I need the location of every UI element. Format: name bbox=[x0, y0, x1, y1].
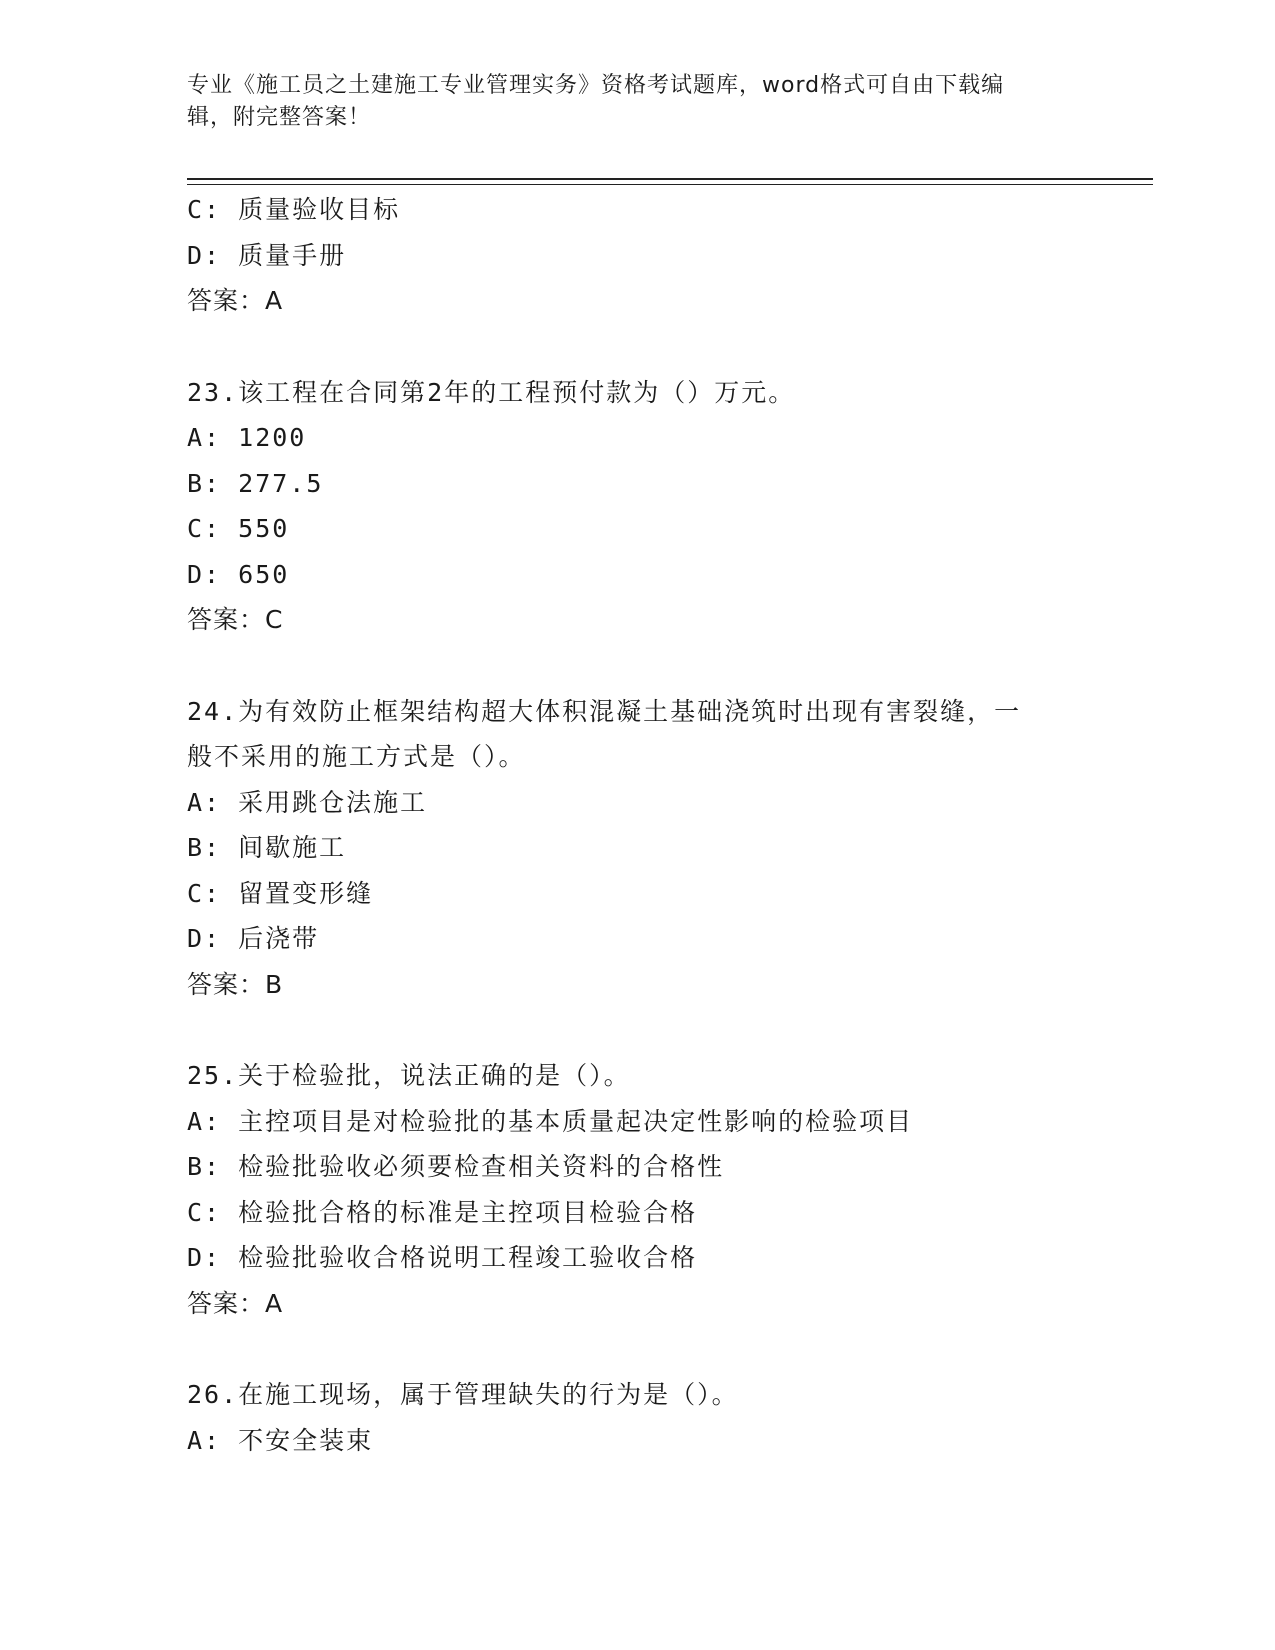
answer: 答案：A bbox=[187, 286, 284, 315]
header-divider-thin bbox=[187, 184, 1153, 185]
option-a: A: 主控项目是对检验批的基本质量起决定性影响的检验项目 bbox=[187, 1106, 914, 1136]
option-d: D: 质量手册 bbox=[187, 240, 347, 270]
option-c: C: 检验批合格的标准是主控项目检验合格 bbox=[187, 1197, 698, 1227]
option-a: A: 采用跳仓法施工 bbox=[187, 787, 428, 817]
question-24 bbox=[187, 689, 1087, 1008]
header-line-1: 专业《施工员之土建施工专业管理实务》资格考试题库，word格式可自由下载编 bbox=[187, 73, 1005, 98]
answer: 答案：C bbox=[187, 605, 284, 634]
question-22-tail bbox=[187, 187, 1087, 324]
spacer bbox=[187, 643, 1087, 689]
question-25 bbox=[187, 1053, 1087, 1326]
question-list bbox=[187, 187, 1087, 1463]
question-26 bbox=[187, 1372, 1087, 1463]
question-stem: 26.在施工现场，属于管理缺失的行为是（）。 bbox=[187, 1380, 739, 1409]
document-header bbox=[187, 70, 1087, 134]
answer: 答案：A bbox=[187, 1288, 284, 1318]
question-stem-line-1: 24.为有效防止框架结构超大体积混凝土基础浇筑时出现有害裂缝，一 bbox=[187, 696, 1022, 726]
question-stem: 25.关于检验批，说法正确的是（）。 bbox=[187, 1061, 631, 1090]
option-d: D: 650 bbox=[187, 559, 290, 589]
option-b: B: 间歇施工 bbox=[187, 833, 347, 862]
question-stem: 23.该工程在合同第2年的工程预付款为（）万元。 bbox=[187, 377, 796, 407]
option-b: B: 检验批验收必须要检查相关资料的合格性 bbox=[187, 1152, 725, 1181]
question-23 bbox=[187, 370, 1087, 643]
option-b: B: 277.5 bbox=[187, 468, 324, 498]
header-line-2: 辑，附完整答案！ bbox=[187, 105, 372, 130]
option-a: A: 不安全装束 bbox=[187, 1425, 374, 1455]
spacer bbox=[187, 1326, 1087, 1372]
option-c: C: 留置变形缝 bbox=[187, 878, 374, 908]
spacer bbox=[187, 1007, 1087, 1053]
spacer bbox=[187, 324, 1087, 370]
answer: 答案：B bbox=[187, 969, 284, 999]
header-divider-thick bbox=[187, 178, 1153, 180]
option-c: C: 质量验收目标 bbox=[187, 195, 401, 224]
option-a: A: 1200 bbox=[187, 423, 307, 452]
option-c: C: 550 bbox=[187, 514, 290, 543]
option-d: D: 检验批验收合格说明工程竣工验收合格 bbox=[187, 1243, 698, 1272]
option-d: D: 后浇带 bbox=[187, 924, 320, 953]
question-stem-line-2: 般不采用的施工方式是（）。 bbox=[187, 742, 526, 771]
